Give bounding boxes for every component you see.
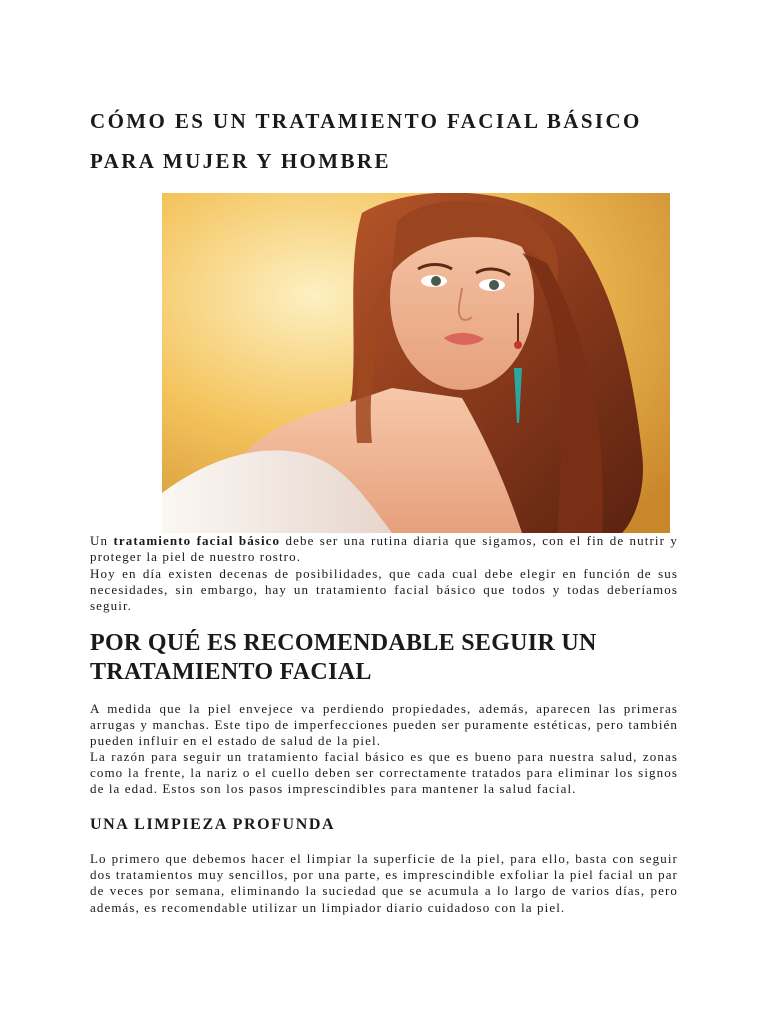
intro-bold-term: tratamiento facial básico	[113, 533, 281, 548]
section2-paragraph-1: Lo primero que debemos hacer el limpiar la superficie de la piel, para ello, basta con seguir dos tratamientos muy sencillos, por una parte, es imprescindible exfoliar la piel facial un par de veces por semana, eliminando la suciedad que se acumula a lo largo de varios días, pero además, es recomendable utilizar un limpiador diario cuidadoso con la piel.	[90, 851, 678, 915]
article-title-line-1: CÓMO ES UN TRATAMIENTO FACIAL BÁSICO	[90, 109, 642, 133]
section1-paragraph-1: A medida que la piel envejece va perdiendo propiedades, además, aparecen las primeras arrugas y manchas. Este tipo de imperfecciones pueden ser puramente estéticas, pero también pueden influir en el estado de salud de la piel.	[90, 701, 678, 749]
intro-paragraph-2: Hoy en día existen decenas de posibilidades, que cada cual debe elegir en función de sus necesidades, sin embargo, hay un tratamiento facial básico que todos y todas deberíamos seguir.	[90, 566, 678, 614]
section1-heading-line-1: POR QUÉ ES RECOMENDABLE SEGUIR UN	[90, 630, 597, 656]
section2-heading: UNA LIMPIEZA PROFUNDA	[90, 816, 336, 833]
intro-paragraph: Un tratamiento facial básico debe ser una rutina diaria que sigamos, con el fin de nutrir y proteger la piel de nuestro rostro.	[90, 533, 678, 565]
section1-heading-line-2: TRATAMIENTO FACIAL	[90, 659, 372, 685]
woman-portrait-illustration	[162, 193, 670, 533]
hero-image	[162, 193, 670, 533]
section1-paragraph-2: La razón para seguir un tratamiento facial básico es que es bueno para nuestra salud, zonas como la frente, la nariz o el cuello deben ser correctamente tratados para eliminar los signos de la edad. Estos son los pasos imprescindibles para mantener la salud facial.	[90, 749, 678, 797]
article-title-line-2: PARA MUJER Y HOMBRE	[90, 149, 391, 173]
